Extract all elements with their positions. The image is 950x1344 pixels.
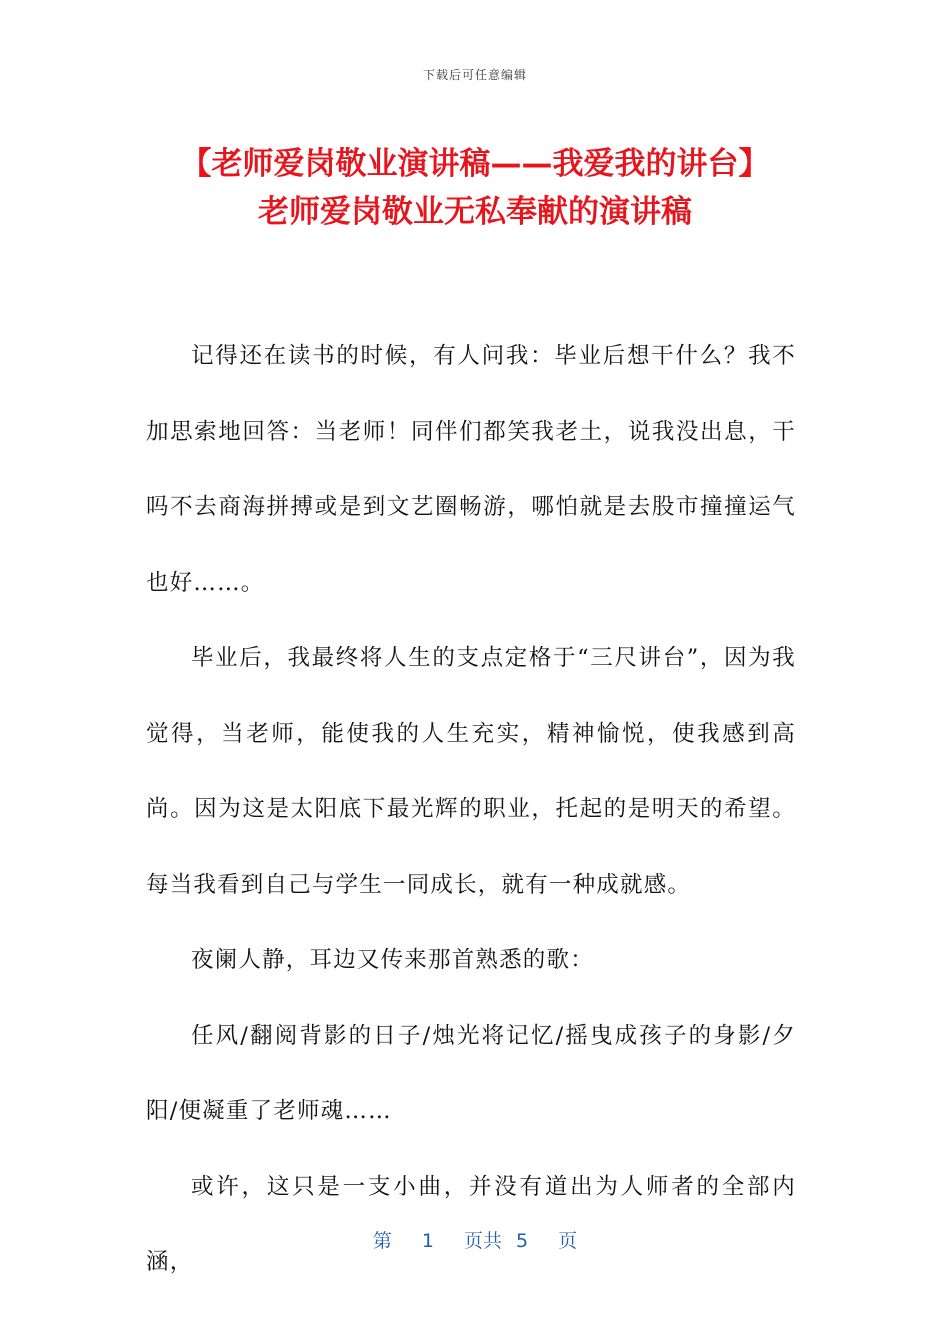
paragraph: 夜阑人静，耳边又传来那首熟悉的歌： [191, 947, 594, 973]
paragraph: 毕业后，我最终将人生的支点定格于“三尺讲台”，因为我觉得，当老师，能使我的人生充实，精神愉悦，使我感到高尚。因为这是太阳底下最光辉的职业，托起的是明天的希望。每当我看到自己与学生一同成长，就有一种成就感。 [146, 645, 796, 898]
header-note: 下载后可任意编辑 [422, 68, 527, 82]
page-footer [0, 1226, 950, 1253]
paragraph: 任风/翻阅背影的日子/烛光将记忆/摇曳成孩子的身影/夕阳/便凝重了老师魂…… [146, 1022, 796, 1124]
title-line-2: 老师爱岗敬业无私奉献的演讲稿 [258, 194, 692, 230]
paragraph: 或许，这只是一支小曲，并没有道出为人师者的全部内涵， [146, 1173, 796, 1275]
title-line-1: 【老师爱岗敬业演讲稿——我爱我的讲台】 [180, 146, 770, 182]
document-title [60, 140, 890, 236]
document-body [146, 319, 796, 1301]
current-page-number: 1 [421, 1230, 434, 1252]
footer-middle: 页共 [463, 1230, 502, 1252]
paragraph: 记得还在读书的时候，有人问我：毕业后想干什么？我不加思索地回答：当老师！同伴们都笑我老土，说我没出息，干吗不去商海拼搏或是到文艺圈畅游，哪怕就是去股市撞撞运气也好……。 [146, 343, 796, 596]
footer-prefix: 第 [372, 1230, 392, 1252]
total-pages-number: 5 [516, 1230, 529, 1252]
footer-suffix: 页 [558, 1230, 578, 1252]
